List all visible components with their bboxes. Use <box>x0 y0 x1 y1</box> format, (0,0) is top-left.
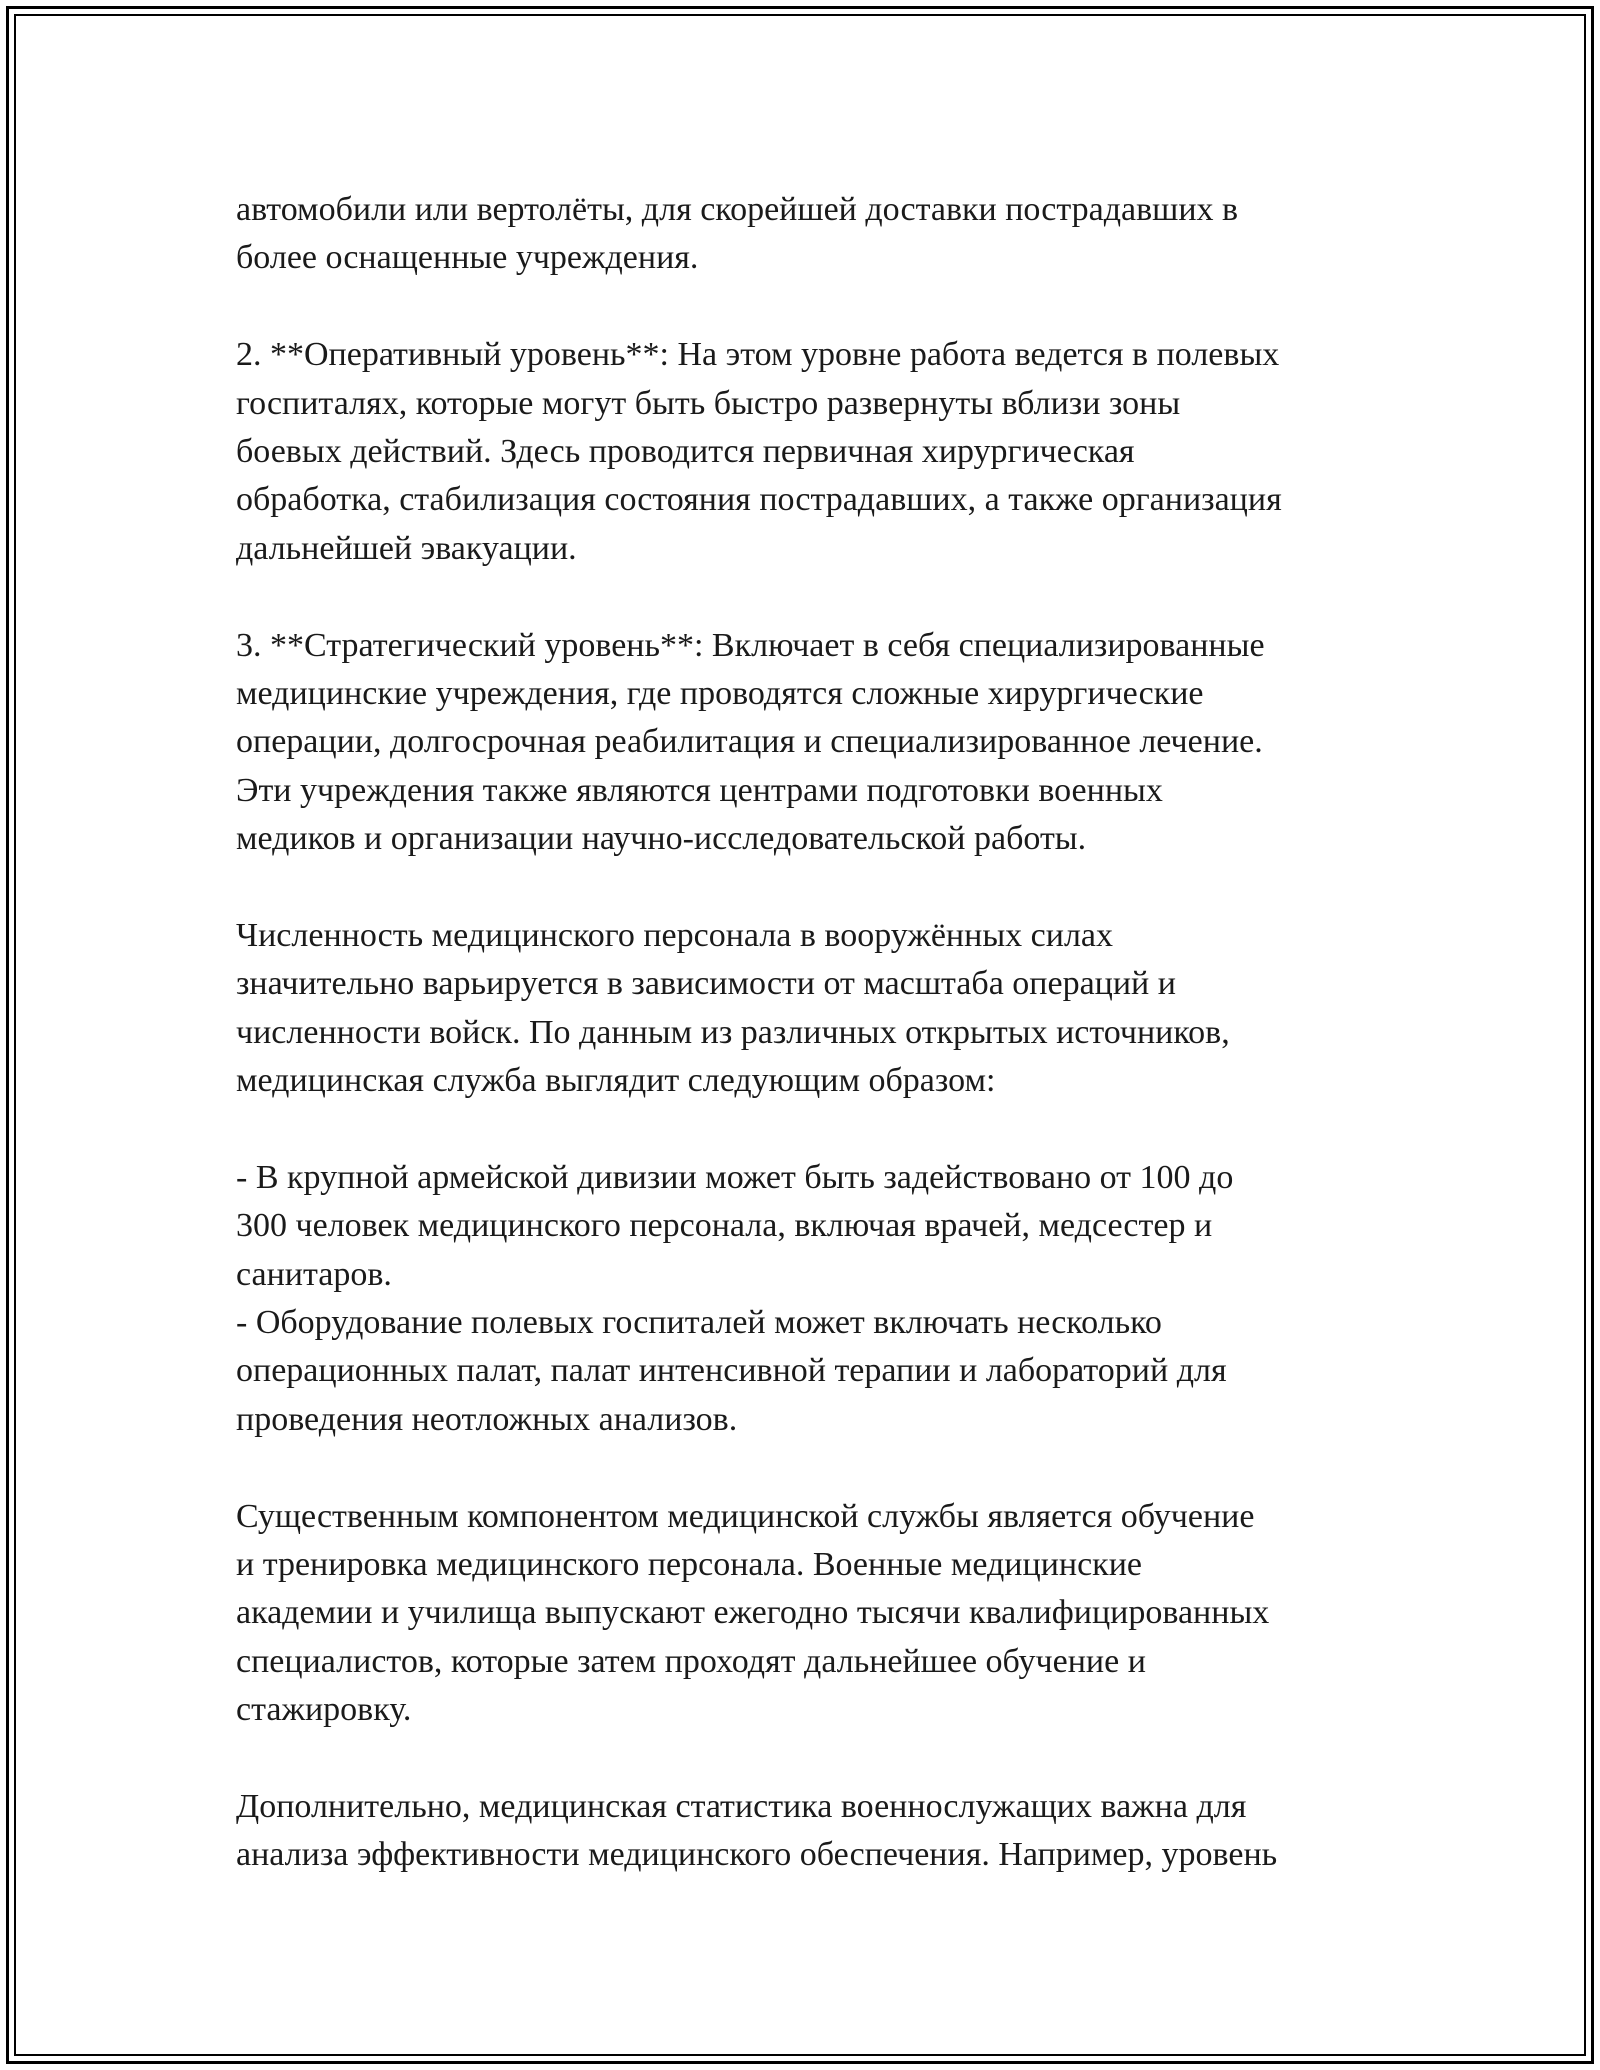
text-line: операции, долгосрочная реабилитация и специализированное лечение. <box>236 723 1263 761</box>
text-line: - В крупной армейской дивизии может быть задействовано от 100 до <box>236 1158 1234 1196</box>
text-line: значительно варьируется в зависимости от масштаба операций и <box>236 965 1176 1003</box>
paragraph-operational-level <box>236 331 1376 573</box>
text-line: проведения неотложных анализов. <box>236 1400 738 1438</box>
paragraph-bullet-list <box>236 1154 1376 1444</box>
paragraph-statistics <box>236 1783 1376 1880</box>
paragraph-gap <box>236 283 1376 331</box>
text-line: Эти учреждения также являются центрами подготовки военных <box>236 771 1163 809</box>
paragraph-1 <box>236 186 1376 283</box>
text-line: медицинские учреждения, где проводятся сложные хирургические <box>236 674 1204 712</box>
text-line: академии и училища выпускают ежегодно тысячи квалифицированных <box>236 1594 1270 1632</box>
paragraph-strategic-level <box>236 622 1376 864</box>
text-line: боевых действий. Здесь проводится первичная хирургическая <box>236 432 1135 470</box>
text-line: 2. **Оперативный уровень**: На этом уровне работа ведется в полевых <box>236 336 1280 374</box>
text-line: стажировку. <box>236 1691 412 1729</box>
text-line: 300 человек медицинского персонала, включая врачей, медсестер и <box>236 1207 1213 1245</box>
paragraph-gap <box>236 1444 1376 1492</box>
text-line: анализа эффективности медицинского обеспечения. Например, уровень <box>236 1836 1278 1874</box>
text-line: санитаров. <box>236 1255 392 1293</box>
text-line: медицинская служба выглядит следующим образом: <box>236 1062 996 1100</box>
document-body <box>236 186 1376 1880</box>
paragraph-gap <box>236 1105 1376 1153</box>
text-line: дальнейшей эвакуации. <box>236 529 577 567</box>
paragraph-gap <box>236 863 1376 911</box>
text-line: Существенным компонентом медицинской службы является обучение <box>236 1497 1255 1535</box>
paragraph-personnel-count <box>236 912 1376 1106</box>
text-line: Дополнительно, медицинская статистика военнослужащих важна для <box>236 1787 1247 1825</box>
text-line: - Оборудование полевых госпиталей может включать несколько <box>236 1303 1162 1341</box>
text-line: госпиталях, которые могут быть быстро развернуты вблизи зоны <box>236 384 1181 422</box>
text-line: более оснащенные учреждения. <box>236 239 699 277</box>
text-line: и тренировка медицинского персонала. Военные медицинские <box>236 1545 1142 1583</box>
text-line: численности войск. По данным из различных открытых источников, <box>236 1013 1230 1051</box>
paragraph-gap <box>236 573 1376 621</box>
text-line: специалистов, которые затем проходят дальнейшее обучение и <box>236 1642 1146 1680</box>
paragraph-training <box>236 1493 1376 1735</box>
text-line: обработка, стабилизация состояния пострадавших, а также организация <box>236 481 1282 519</box>
text-line: Численность медицинского персонала в вооружённых силах <box>236 916 1114 954</box>
text-line: автомобили или вертолёты, для скорейшей доставки пострадавших в <box>236 191 1239 228</box>
text-line: медиков и организации научно-исследовательской работы. <box>236 820 1087 858</box>
text-line: операционных палат, палат интенсивной терапии и лабораторий для <box>236 1352 1227 1390</box>
text-line: 3. **Стратегический уровень**: Включает в себя специализированные <box>236 626 1265 664</box>
paragraph-gap <box>236 1735 1376 1783</box>
